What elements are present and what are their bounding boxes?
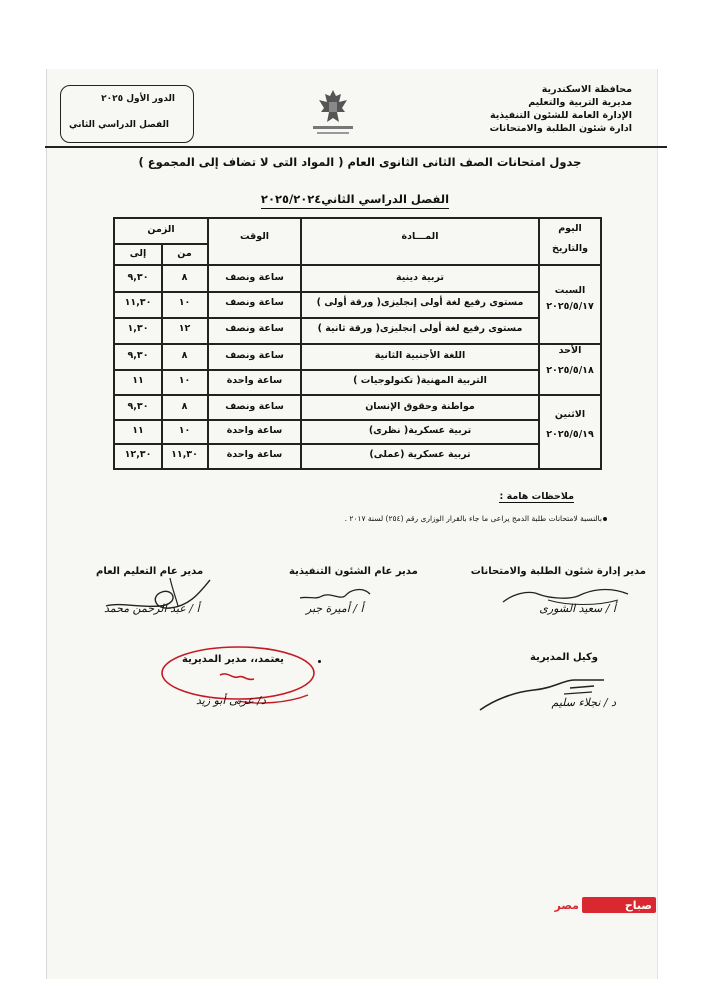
duration-cell: ساعة ونصف <box>225 323 284 334</box>
header-day: اليوم <box>558 223 582 234</box>
day-name: السبت <box>554 285 586 296</box>
signature-label: مدير إدارة شئون الطلبة والامتحانات <box>470 566 646 577</box>
subject-cell: تربية عسكرية( نظرى) <box>368 425 472 436</box>
to-cell: ١١ <box>132 425 144 436</box>
from-cell: ١١,٣٠ <box>171 449 198 460</box>
exam-schedule-table <box>113 217 602 470</box>
signatory-name: أ / سعيد الشورى <box>539 602 616 615</box>
from-cell: ٨ <box>181 272 188 283</box>
subject-cell: التربية المهنية( تكنولوجيات ) <box>353 375 487 386</box>
row-divider <box>115 394 600 396</box>
signatory-name: د/ عربى أبو زيد <box>196 694 266 707</box>
to-cell: ٩,٣٠ <box>127 401 149 412</box>
header-line: الإدارة العامة للشئون التنفيذية <box>489 110 632 121</box>
to-cell: ١,٣٠ <box>127 323 149 334</box>
day-date: ٢٠٢٥/٥/١٨ <box>546 365 594 376</box>
day-date: ٢٠٢٥/٥/١٧ <box>546 301 594 312</box>
signature-label: مدير عام التعليم العام <box>96 566 204 577</box>
from-cell: ١٢ <box>178 323 191 334</box>
from-cell: ١٠ <box>178 425 191 436</box>
row-divider <box>115 369 538 371</box>
header-subject: المـــادة <box>401 231 439 242</box>
row-divider <box>115 419 538 421</box>
header-time: الزمن <box>147 224 175 235</box>
subject-cell: مستوى رفيع لغة أولى إنجليزى( ورقة ثانية ) <box>317 323 523 334</box>
header-line: محافظة الاسكندرية <box>541 84 632 95</box>
to-cell: ٩,٣٠ <box>127 272 149 283</box>
from-cell: ٨ <box>181 401 188 412</box>
page-title: جدول امتحانات الصف الثانى الثانوى العام ( المواد التى لا تضاف إلى المجموع ) <box>138 155 582 169</box>
duration-cell: ساعة واحدة <box>226 449 283 460</box>
bullet-icon <box>603 517 607 521</box>
duration-cell: ساعة واحدة <box>226 375 283 386</box>
header-date: والتاريخ <box>551 243 589 254</box>
dot-mark <box>318 660 321 663</box>
term-subtitle: الفصل الدراسي الثاني٢٠٢٥/٢٠٢٤ <box>225 192 485 206</box>
from-cell: ١٠ <box>178 297 191 308</box>
duration-cell: ساعة واحدة <box>226 425 283 436</box>
subject-cell: اللغة الأجنبية الثانية <box>374 350 466 361</box>
svg-text:صباح: صباح <box>624 899 652 912</box>
day-date: ٢٠٢٥/٥/١٩ <box>546 429 594 440</box>
row-divider <box>115 343 600 345</box>
day-name: الاثنين <box>554 409 586 420</box>
notes-title: ملاحظات هامة : <box>499 491 574 502</box>
header-to: إلى <box>129 248 147 259</box>
signatory-name: د / نجلاء سليم <box>551 696 616 709</box>
to-cell: ١٢,٣٠ <box>124 449 152 460</box>
row-divider <box>115 291 538 293</box>
exam-session-box <box>60 85 194 143</box>
exam-round: الدور الأول ٢٠٢٥ <box>101 94 175 104</box>
duration-cell: ساعة ونصف <box>225 350 284 361</box>
directorate-header <box>490 83 632 135</box>
duration-cell: ساعة ونصف <box>225 272 284 283</box>
exam-term: الفصل الدراسي الثاني <box>69 120 169 130</box>
from-cell: ١٠ <box>178 375 191 386</box>
signatory-name: أ / عبد الرحمن محمد <box>104 602 200 615</box>
to-cell: ١١,٣٠ <box>124 297 152 308</box>
header-line: ادارة شئون الطلبة والامتحانات <box>489 123 632 134</box>
row-divider <box>115 264 600 266</box>
header-duration: الوقت <box>239 231 270 242</box>
duration-cell: ساعة ونصف <box>225 401 284 412</box>
subject-cell: مواطنة وحقوق الإنسان <box>365 401 475 412</box>
to-cell: ١١ <box>132 375 144 386</box>
duration-cell: ساعة ونصف <box>225 297 284 308</box>
from-cell: ٨ <box>181 350 188 361</box>
svg-text:مصر: مصر <box>554 899 579 912</box>
signature-label: مدير عام الشئون التنفيذية <box>289 566 418 577</box>
subject-cell: تربية عسكرية (عملى) <box>369 449 471 460</box>
row-divider <box>115 443 538 445</box>
row-divider <box>115 317 538 319</box>
signatory-name: أ / أميرة جبر <box>306 602 364 615</box>
header-from: من <box>177 248 192 259</box>
note-item: بالنسبة لامتحانات طلبة الدمج يراعى ما جاء بالقرار الوزارى رقم (٢٥٤) لسنة ٢٠١٧ . <box>344 514 602 523</box>
approval-label: يعتمد،، مدير المديرية <box>182 654 284 665</box>
subject-cell: مستوى رفيع لغة أولى إنجليزى( ورقة أولى ) <box>316 297 524 308</box>
to-cell: ٩,٣٠ <box>127 350 149 361</box>
row-divider <box>115 243 207 245</box>
header-line: مديرية التربية والتعليم <box>528 97 632 108</box>
eagle-emblem-icon <box>303 82 363 142</box>
sabah-masr-logo <box>548 896 656 914</box>
subject-cell: تربية دينية <box>396 272 444 283</box>
day-name: الأحد <box>558 345 582 356</box>
signature-label: وكيل المديرية <box>530 652 598 663</box>
header-divider <box>45 146 667 148</box>
